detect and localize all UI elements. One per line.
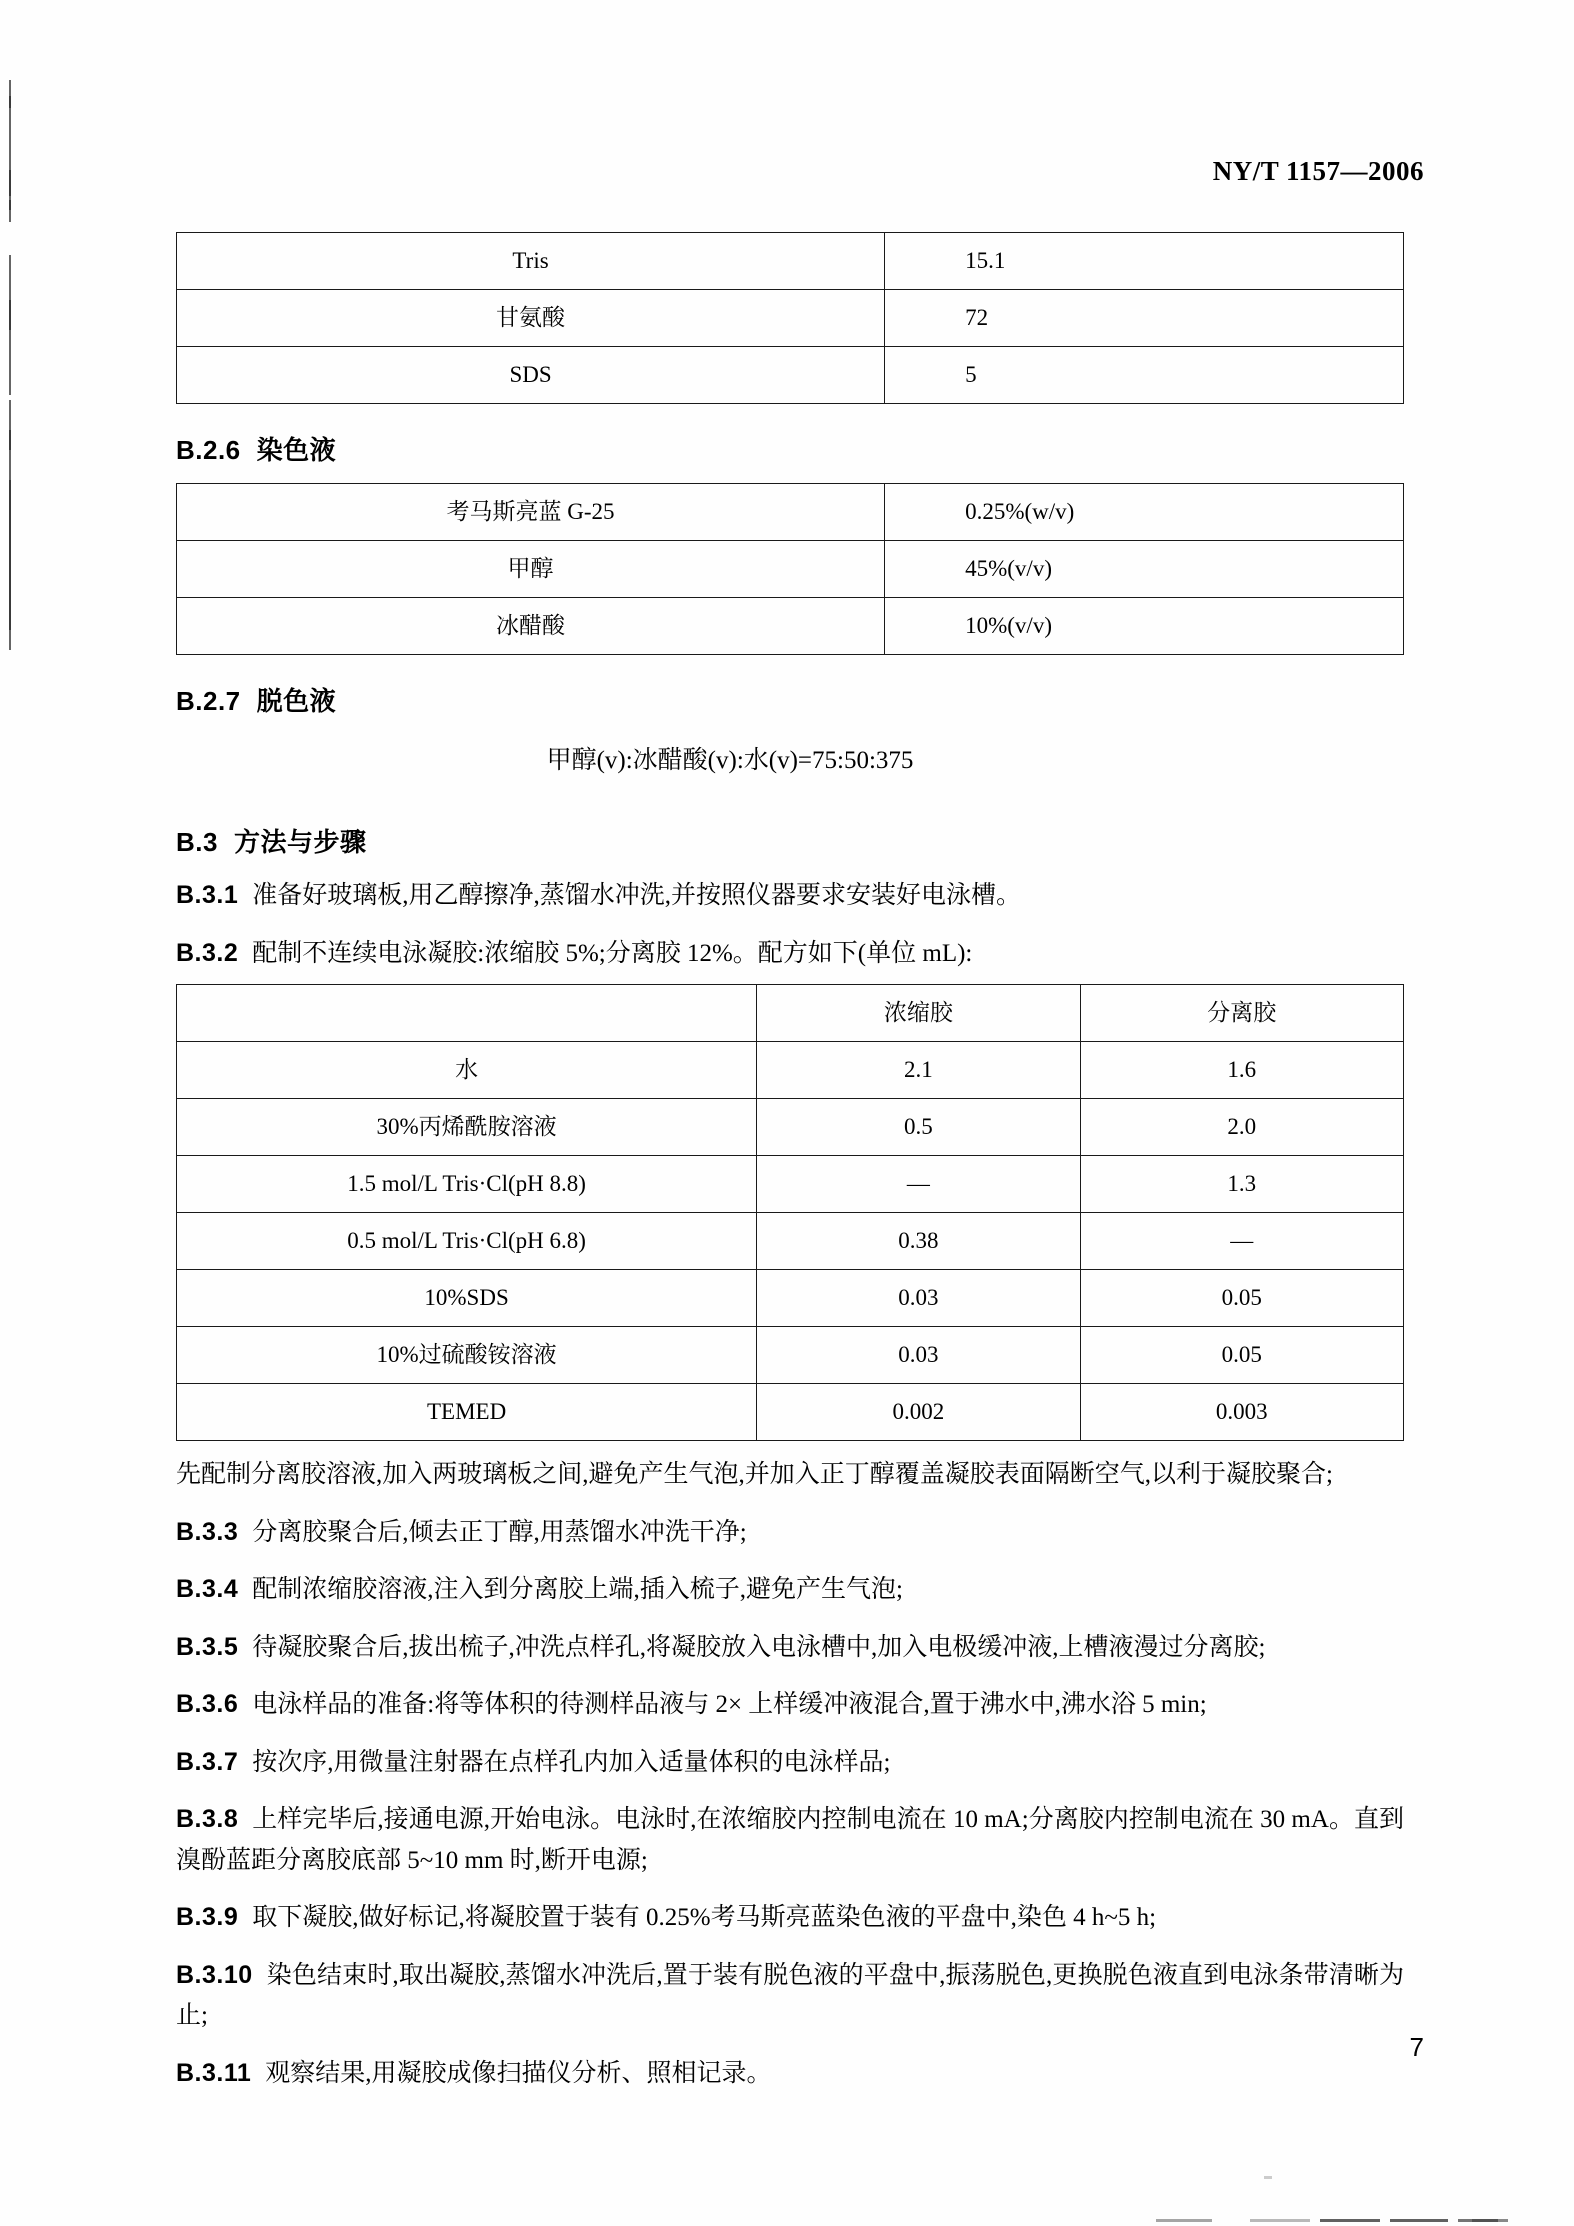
stain-row-2-value: 10%(v/v): [885, 598, 1404, 655]
gel-row-6-stacking: 0.002: [757, 1384, 1080, 1441]
gel-row-6-name: TEMED: [177, 1384, 757, 1441]
step-b32: [176, 933, 1404, 975]
buffer-row-1-value: 72: [885, 290, 1404, 347]
document-standard-code: NY/T 1157—2006: [1212, 156, 1424, 186]
step-b311: [176, 2053, 1404, 2095]
step-text-b38: 上样完毕后,接通电源,开始电泳。电泳时,在浓缩胶内控制电流在 10 mA;分离胶内控制电流在 30 mA。直到溴酚蓝距分离胶底部 5~10 mm 时,断开电源;: [176, 1806, 1404, 1874]
gel-row-6-separating: 0.003: [1080, 1384, 1403, 1441]
stain-row-1-label: 甲醇: [177, 541, 885, 598]
buffer-row-2-value: 5: [885, 347, 1404, 404]
scan-artifact-left-8: [9, 430, 11, 450]
step-text-b32: 配制不连续电泳凝胶:浓缩胶 5%;分离胶 12%。配方如下(单位 mL):: [252, 939, 973, 967]
step-b38: [176, 1799, 1404, 1881]
scan-artifact-bottom-4: [1390, 2219, 1448, 2222]
step-b37: [176, 1742, 1404, 1784]
step-text-b33: 分离胶聚合后,倾去正丁醇,用蒸馏水冲洗干净;: [252, 1518, 747, 1546]
table-row: [177, 1327, 1404, 1384]
scan-artifact-left-9: [9, 640, 11, 650]
step-text-b35: 待凝胶聚合后,拔出梳子,冲洗点样孔,将凝胶放入电泳槽中,加入电极缓冲液,上槽液漫过分离胶;: [252, 1633, 1266, 1661]
step-index-b35: B.3.5: [176, 1632, 239, 1661]
table-row: [177, 233, 1404, 290]
gel-row-4-name: 10%SDS: [177, 1270, 757, 1327]
step-index-b34: B.3.4: [176, 1575, 239, 1603]
gel-row-5-stacking: 0.03: [757, 1327, 1080, 1384]
section-heading-b27: [176, 681, 1404, 718]
table-row: [177, 541, 1404, 598]
section-title-b3: 方法与步骤: [233, 827, 367, 857]
staining-solution-table: [176, 483, 1404, 655]
gel-row-2-stacking: —: [757, 1156, 1080, 1213]
step-text-b31: 准备好玻璃板,用乙醇擦净,蒸馏水冲洗,并按照仪器要求安装好电泳槽。: [252, 882, 1022, 909]
section-title-b26: 染色液: [256, 435, 337, 465]
table-row: [177, 1156, 1404, 1213]
scan-artifact-left-4: [9, 200, 11, 222]
step-b34: [176, 1569, 1404, 1611]
gel-row-5-name: 10%过硫酸铵溶液: [177, 1327, 757, 1384]
table-row: [177, 484, 1404, 541]
buffer-row-0-label: Tris: [177, 233, 885, 290]
scan-artifact-bottom-3: [1320, 2219, 1380, 2222]
gel-row-3-separating: —: [1080, 1213, 1403, 1270]
gel-recipe-table: [176, 984, 1404, 1441]
step-b35: [176, 1627, 1404, 1669]
gel-header-blank: [177, 985, 757, 1042]
section-number-b27: B.2.7: [176, 686, 241, 716]
scan-artifact-bottom-1: [1250, 2219, 1310, 2222]
step-index-b37: B.3.7: [176, 1747, 239, 1776]
step-text-b310: 染色结束时,取出凝胶,蒸馏水冲洗后,置于装有脱色液的平盘中,振荡脱色,更换脱色液直到电泳条带清晰为止;: [176, 1961, 1404, 2029]
step-index-b310: B.3.10: [176, 1960, 253, 1989]
step-index-b311: B.3.11: [176, 2058, 252, 2087]
step-index-b31: B.3.1: [176, 881, 239, 909]
step-index-b33: B.3.3: [176, 1517, 239, 1546]
stain-row-1-value: 45%(v/v): [885, 541, 1404, 598]
step-b310: [176, 1955, 1404, 2037]
step-b36: [176, 1684, 1404, 1726]
step-index-b36: B.3.6: [176, 1690, 239, 1718]
step-index-b38: B.3.8: [176, 1805, 239, 1833]
table-row: [177, 290, 1404, 347]
gel-row-3-name: 0.5 mol/L Tris·Cl(pH 6.8): [177, 1213, 757, 1270]
step-text-b36: 电泳样品的准备:将等体积的待测样品液与 2× 上样缓冲液混合,置于沸水中,沸水浴 5 min;: [252, 1691, 1207, 1718]
step-index-b32: B.3.2: [176, 938, 239, 967]
gel-row-3-stacking: 0.38: [757, 1213, 1080, 1270]
gel-row-0-stacking: 2.1: [757, 1042, 1080, 1099]
scan-artifact-bottom-2: [1156, 2219, 1212, 2222]
section-number-b26: B.2.6: [176, 435, 241, 465]
buffer-row-0-value: 15.1: [885, 233, 1404, 290]
stain-row-0-value: 0.25%(w/v): [885, 484, 1404, 541]
gel-row-2-name: 1.5 mol/L Tris·Cl(pH 8.8): [177, 1156, 757, 1213]
buffer-row-1-label: 甘氨酸: [177, 290, 885, 347]
step-text-b34: 配制浓缩胶溶液,注入到分离胶上端,插入梳子,避免产生气泡;: [252, 1576, 903, 1603]
destaining-formula: 甲醇(v):冰醋酸(v):水(v)=75:50:375: [546, 747, 914, 774]
gel-header-separating: 分离胶: [1080, 985, 1403, 1042]
scan-speck-center: [1264, 2176, 1272, 2179]
gel-row-5-separating: 0.05: [1080, 1327, 1403, 1384]
gel-row-0-name: 水: [177, 1042, 757, 1099]
section-heading-b26: [176, 430, 1404, 467]
buffer-row-2-label: SDS: [177, 347, 885, 404]
step-text-b39: 取下凝胶,做好标记,将凝胶置于装有 0.25%考马斯亮蓝染色液的平盘中,染色 4 h~5 h;: [252, 1904, 1157, 1931]
gel-preparation-note: 先配制分离胶溶液,加入两玻璃板之间,避免产生气泡,并加入正丁醇覆盖凝胶表面隔断空气,以利于凝胶聚合;: [176, 1461, 1333, 1488]
page-content: [176, 232, 1404, 2094]
table-row: [177, 1270, 1404, 1327]
step-index-b39: B.3.9: [176, 1903, 239, 1931]
stain-row-2-label: 冰醋酸: [177, 598, 885, 655]
section-heading-b3: [176, 822, 1404, 859]
gel-row-1-name: 30%丙烯酰胺溶液: [177, 1099, 757, 1156]
step-text-b37: 按次序,用微量注射器在点样孔内加入适量体积的电泳样品;: [252, 1748, 891, 1776]
gel-row-1-separating: 2.0: [1080, 1099, 1403, 1156]
page-number: 7: [1409, 2032, 1424, 2062]
scan-artifact-left-10: [9, 480, 11, 640]
step-b33: [176, 1512, 1404, 1554]
step-b39: [176, 1897, 1404, 1939]
gel-row-4-stacking: 0.03: [757, 1270, 1080, 1327]
table-row: [177, 1213, 1404, 1270]
gel-row-0-separating: 1.6: [1080, 1042, 1403, 1099]
scan-artifact-left-6: [9, 300, 11, 330]
scan-artifact-bottom-6: [1472, 2219, 1508, 2222]
stain-row-0-label: 考马斯亮蓝 G-25: [177, 484, 885, 541]
section-number-b3: B.3: [176, 827, 218, 857]
table-row: [177, 1099, 1404, 1156]
gel-row-2-separating: 1.3: [1080, 1156, 1403, 1213]
table-header-row: [177, 985, 1404, 1042]
gel-header-stacking: 浓缩胶: [757, 985, 1080, 1042]
gel-row-4-separating: 0.05: [1080, 1270, 1403, 1327]
section-title-b27: 脱色液: [256, 686, 337, 716]
step-text-b311: 观察结果,用凝胶成像扫描仪分析、照相记录。: [265, 2059, 772, 2087]
buffer-solution-table: [176, 232, 1404, 404]
step-b31: [176, 875, 1404, 917]
table-row: [177, 347, 1404, 404]
gel-row-1-stacking: 0.5: [757, 1099, 1080, 1156]
table-row: [177, 598, 1404, 655]
table-row: [177, 1384, 1404, 1441]
table-row: [177, 1042, 1404, 1099]
